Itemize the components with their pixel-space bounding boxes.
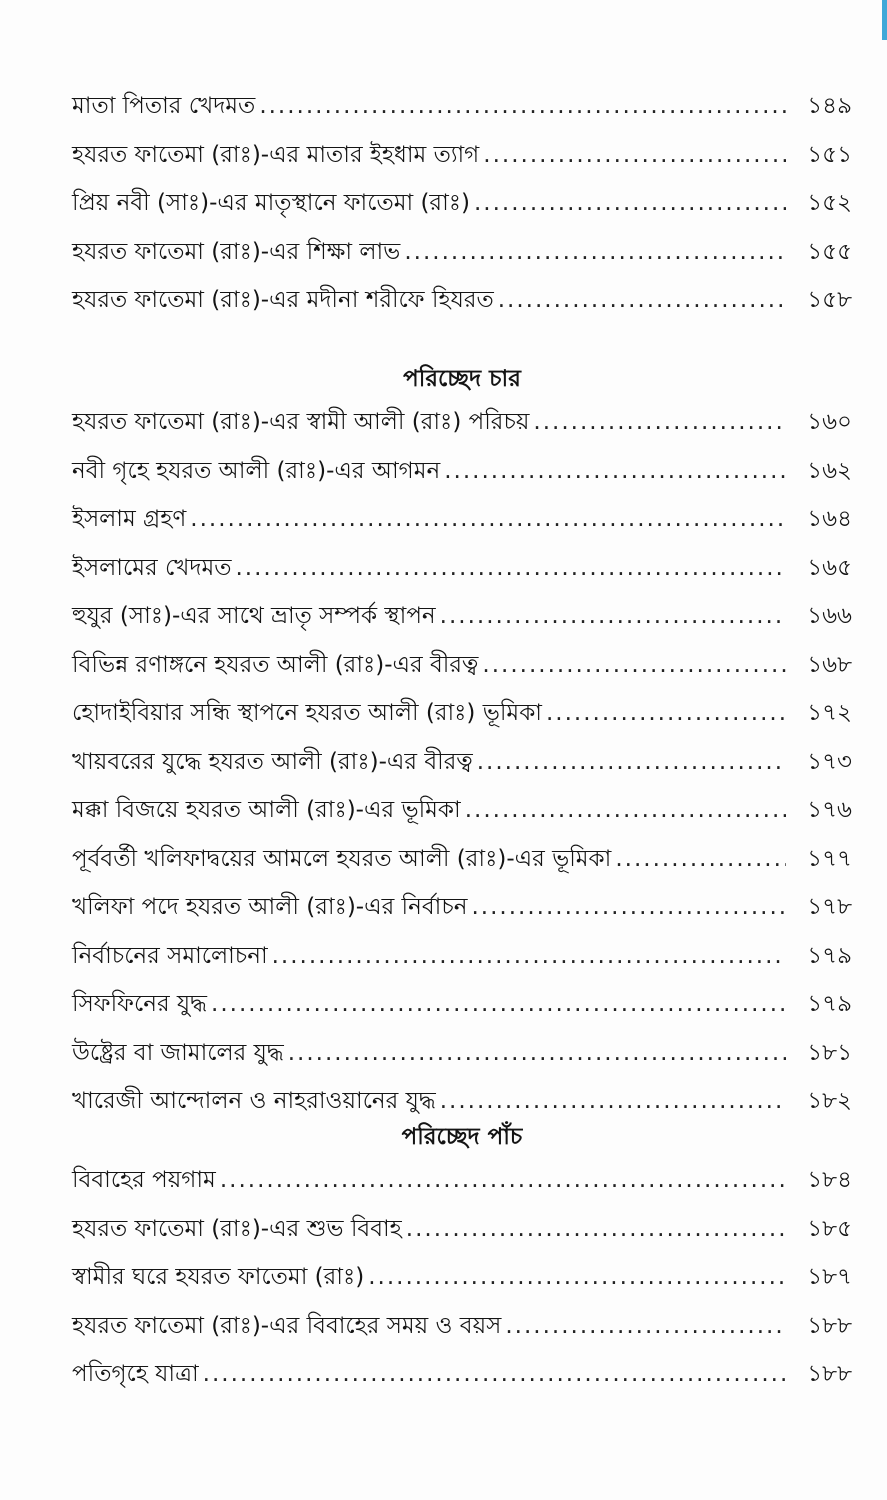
toc-entry-title: বিবাহের পয়গাম (72, 1167, 216, 1193)
toc-entry-page: ১৭৯ (807, 942, 852, 969)
dot-leader (615, 835, 786, 884)
toc-entry-title: খলিফা পদে হযরত আলী (রাঃ)-এর নির্বাচন (72, 894, 468, 920)
toc-entry-page: ১৮৪ (807, 1167, 852, 1193)
toc-entry-page: ১৬৫ (807, 554, 852, 581)
toc-entry-page: ১৮৮ (807, 1312, 852, 1339)
toc-entry-title: ইসলাম গ্রহণ (72, 506, 187, 532)
toc-entry (72, 1156, 852, 1205)
toc-entry (72, 544, 852, 593)
dot-leader (546, 689, 786, 738)
toc-entry-title: হযরত ফাতেমা (রাঃ)-এর মাতার ইহধাম ত্যাগ (72, 141, 480, 168)
dot-leader (406, 1205, 786, 1254)
toc-entry-page: ১৬৮ (807, 651, 852, 678)
dot-leader (440, 592, 786, 641)
dot-leader (482, 641, 786, 690)
toc-entry-title: প্রিয় নবী (সাঃ)-এর মাতৃস্থানে ফাতেমা (রাঃ) (72, 190, 470, 216)
toc-entry-title: হযরত ফাতেমা (রাঃ)-এর শিক্ষা লাভ (72, 238, 401, 265)
toc-entry-page: ১৮২ (807, 1088, 852, 1114)
toc-entry (72, 883, 852, 932)
dot-leader (444, 447, 786, 496)
toc-section-chapter-five (72, 1118, 852, 1399)
toc-entry-title: ইসলামের খেদমত (72, 554, 232, 581)
toc-entry-title: পতিগৃহে যাত্রা (72, 1361, 199, 1387)
dot-leader (190, 495, 786, 544)
toc-entry-page: ১৫১ (807, 141, 852, 168)
toc-entry-title: স্বামীর ঘরে হযরত ফাতেমা (রাঃ) (72, 1264, 365, 1290)
toc-entry-page: ১৫৫ (807, 238, 852, 265)
toc-entry-page: ১৪৯ (807, 93, 852, 119)
dot-leader (259, 82, 786, 131)
toc-section-chapter-four (72, 360, 852, 1126)
dot-leader (471, 883, 786, 932)
toc-entry-page: ১৮৮ (807, 1361, 852, 1387)
toc-entry-title: মক্কা বিজয়ে হযরত আলী (রাঃ)-এর ভূমিকা (72, 797, 461, 823)
dot-leader (203, 1350, 786, 1399)
toc-entry (72, 398, 852, 447)
toc-entry (72, 835, 852, 884)
toc-entry (72, 276, 852, 325)
dot-leader (505, 1302, 786, 1351)
dot-leader (404, 228, 786, 277)
toc-entry-title: মাতা পিতার খেদমত (72, 93, 256, 119)
dot-leader (477, 738, 786, 787)
toc-entry-page: ১৫২ (807, 190, 852, 216)
toc-entry (72, 131, 852, 180)
dot-leader (272, 932, 786, 981)
toc-entry-title: হযরত ফাতেমা (রাঃ)-এর মদীনা শরীফে হিযরত (72, 287, 494, 313)
toc-entry-page: ১৫৮ (807, 287, 852, 313)
dot-leader (533, 398, 786, 447)
dot-leader (474, 179, 786, 228)
toc-entry (72, 980, 852, 1029)
toc-entry (72, 1253, 852, 1302)
toc-entry (72, 932, 852, 981)
toc-entry (72, 786, 852, 835)
toc-entry-title: বিভিন্ন রণাঙ্গনে হযরত আলী (রাঃ)-এর বীরত্ব (72, 651, 479, 678)
toc-entry-title: হযরত ফাতেমা (রাঃ)-এর বিবাহের সময় ও বয়স (72, 1312, 502, 1339)
toc-entry-title: খায়বরের যুদ্ধে হযরত আলী (রাঃ)-এর বীরত্ব (72, 748, 473, 775)
toc-entry-page: ১৬২ (807, 457, 852, 484)
toc-entry-page: ১৭৩ (807, 748, 852, 775)
toc-entry (72, 738, 852, 787)
toc-entry (72, 228, 852, 277)
dot-leader (288, 1029, 786, 1078)
toc-entry-page: ১৮৭ (807, 1264, 852, 1290)
toc-entry-page: ১৮৫ (807, 1215, 852, 1242)
toc-entry-page: ১৬০ (807, 409, 852, 435)
toc-entry-page: ১৬৬ (807, 603, 852, 629)
toc-entry-page: ১৭৯ (807, 991, 852, 1017)
toc-entry-title: খারেজী আন্দোলন ও নাহরাওয়ানের যুদ্ধ (72, 1088, 436, 1114)
dot-leader (465, 786, 786, 835)
toc-entry-title: সিফফিনের যুদ্ধ (72, 991, 208, 1017)
toc-entry (72, 592, 852, 641)
toc-entry-title: হযরত ফাতেমা (রাঃ)-এর স্বামী আলী (রাঃ) পরিচয় (72, 409, 530, 435)
toc-entry (72, 82, 852, 131)
chapter-heading: পরিচ্ছেদ চার (403, 366, 521, 392)
dot-leader (498, 276, 786, 325)
toc-entry-title: নির্বাচনের সমালোচনা (72, 942, 268, 969)
toc-entry-title: হযরত ফাতেমা (রাঃ)-এর শুভ বিবাহ (72, 1215, 402, 1242)
toc-entry-title: নবী গৃহে হযরত আলী (রাঃ)-এর আগমন (72, 457, 441, 484)
dot-leader (483, 131, 786, 180)
toc-entry (72, 689, 852, 738)
toc-entry (72, 1205, 852, 1254)
toc-entry-page: ১৬৪ (807, 506, 852, 532)
toc-entry-title: হুযুর (সাঃ)-এর সাথে ভ্রাতৃ সম্পর্ক স্থাপন (72, 603, 436, 629)
toc-entry (72, 179, 852, 228)
toc-entry-page: ১৭৮ (807, 894, 852, 920)
toc-entry-title: পূর্ববর্তী খলিফাদ্বয়ের আমলে হযরত আলী (রাঃ)-এর ভূমিকা (72, 845, 612, 872)
toc-entry (72, 1350, 852, 1399)
toc-entry-page: ১৭২ (807, 700, 852, 726)
toc-entry-page: ১৭৭ (807, 845, 852, 872)
dot-leader (236, 544, 787, 593)
dot-leader (368, 1253, 786, 1302)
toc-entry (72, 1302, 852, 1351)
toc-entry (72, 447, 852, 496)
toc-entry-title: হোদাইবিয়ার সন্ধি স্থাপনে হযরত আলী (রাঃ) ভূমিকা (72, 700, 542, 726)
chapter-heading: পরিচ্ছেদ পাঁচ (401, 1124, 523, 1150)
toc-entry (72, 1029, 852, 1078)
toc-section-continued (72, 82, 852, 325)
toc-entry (72, 495, 852, 544)
toc-entry-page: ১৮১ (807, 1039, 852, 1066)
page-edge-mark (882, 0, 887, 40)
dot-leader (220, 1156, 786, 1205)
dot-leader (211, 980, 786, 1029)
toc-entry-title: উষ্ট্রের বা জামালের যুদ্ধ (72, 1039, 284, 1066)
toc-entry-page: ১৭৬ (807, 797, 852, 823)
toc-entry (72, 641, 852, 690)
